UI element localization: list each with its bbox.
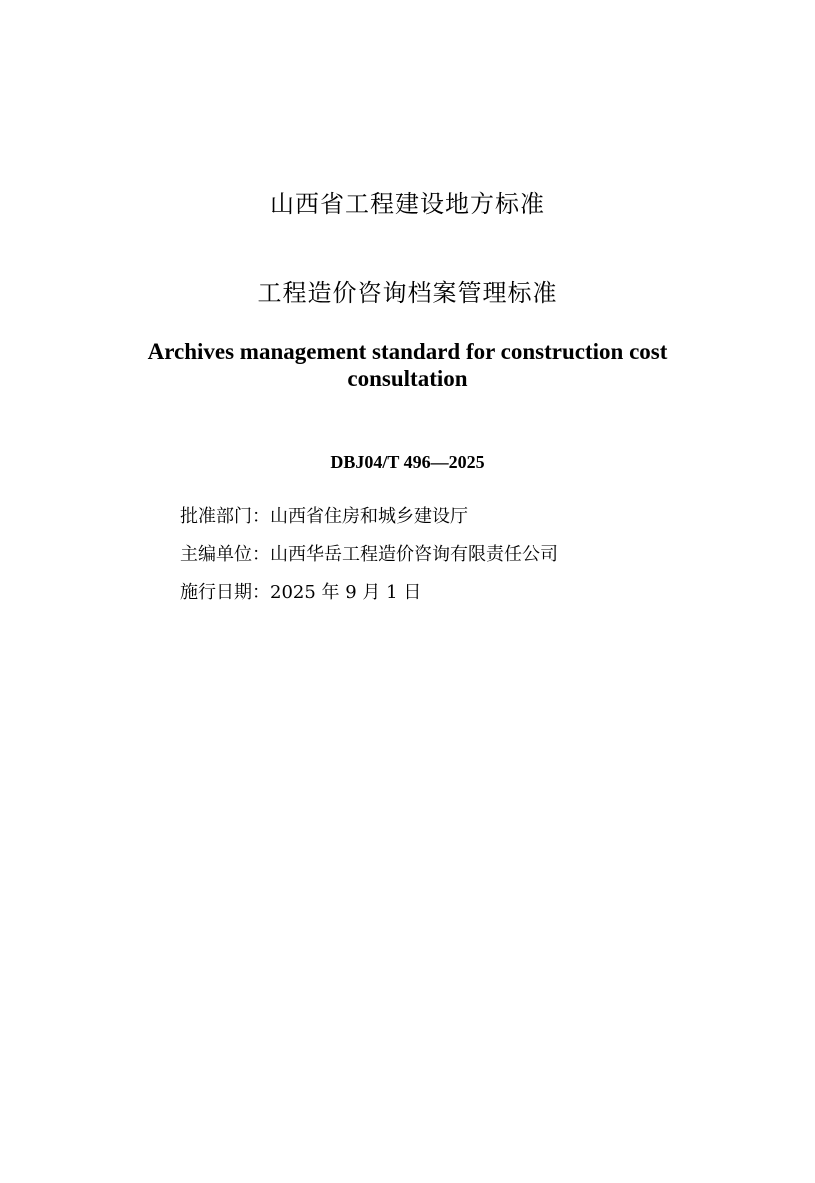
meta-effective-date [180,580,780,606]
meta-label: 批准部门： [180,506,270,527]
chinese-title: 工程造价咨询档案管理标准 [257,279,558,307]
meta-value: 山西省住房和城乡建设厅 [270,506,468,527]
meta-label: 主编单位： [180,544,270,565]
english-title: Archives management standard for construction cost consultation [147,339,668,391]
meta-label: 施行日期： [180,582,270,603]
standard-code: DBJ04/T 496—2025 [330,452,485,472]
meta-value: 2025 年 9 月 1 日 [270,582,422,603]
meta-value: 山西华岳工程造价咨询有限责任公司 [270,544,558,565]
series-title: 山西省工程建设地方标准 [270,190,545,218]
meta-approval-department [180,504,780,530]
meta-chief-editor-unit [180,542,780,568]
